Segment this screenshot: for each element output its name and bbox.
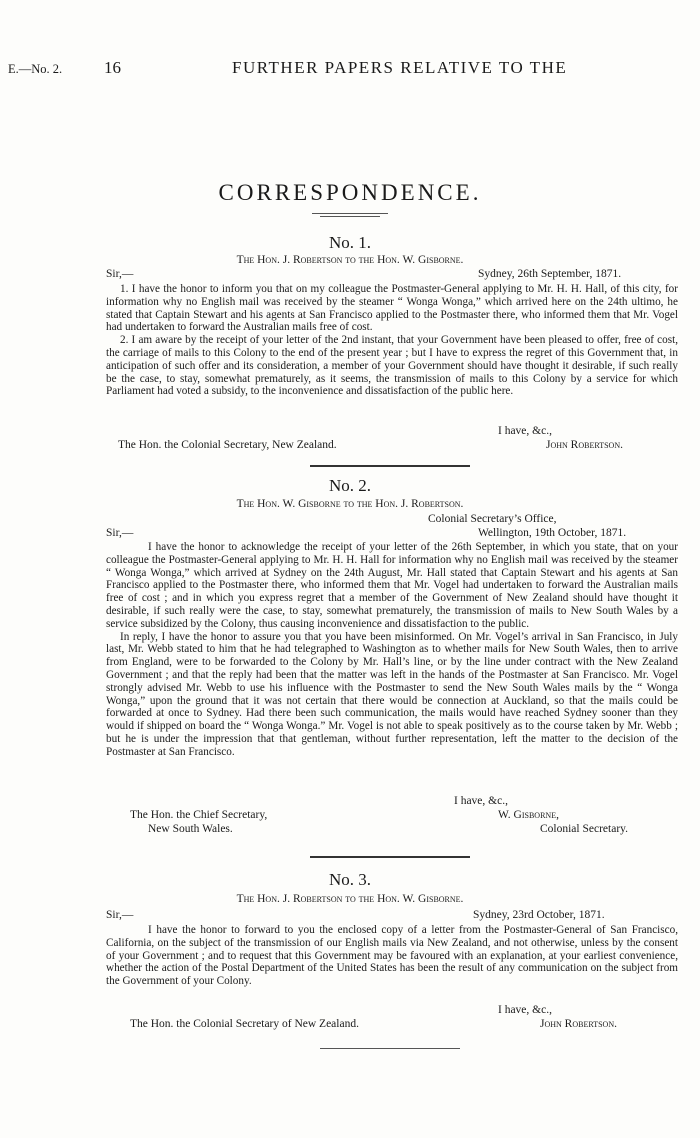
letter-body [106, 541, 678, 759]
addressee: The Hon. the Colonial Secretary, New Zealand. [118, 439, 337, 451]
paragraph: I have the honor to forward to you the enclosed copy of a letter from the Postmaster-General of San Francisco, California, on the subject of the transmission of our English mails via New Zealand, and not otherwise, unless by the consent of your Government ; and to request that this Government may be favoured with an explanation, at your earliest convenience, whether the action of the Postal Department of the United States has been the result of any communication on the subject from the Government of your Colony. [106, 924, 678, 988]
place-date: Sydney, 23rd October, 1871. [473, 909, 605, 921]
section-divider [0, 213, 700, 214]
signature: John Robertson. [540, 1018, 617, 1030]
letter-divider [0, 856, 700, 858]
addressee-line-2: New South Wales. [148, 823, 233, 835]
salutation: Sir,— [106, 527, 134, 539]
letter-heading: The Hon. J. Robertson to the Hon. W. Gisborne. [236, 254, 464, 266]
paragraph: 2. I am aware by the receipt of your letter of the 2nd instant, that your Government have been pleased to offer, free of cost, the carriage of mails to this Colony to the end of the present year ; but I have to express the regret of this Government that, in anticipation of such offer and its consideration, a member of your Government should have thought it desirable, if such really be the case, to stay, somewhat prematurely, as it seems, the transmission of mails to this Colony by a service for which Parliament had voted a subsidy, to the inconvenience and dissatisfaction of the public here. [106, 334, 678, 398]
addressee: The Hon. the Chief Secretary, [130, 809, 268, 821]
page-number: 16 [104, 58, 121, 77]
salutation: Sir,— [106, 268, 134, 280]
signature-title: Colonial Secretary. [540, 823, 629, 835]
section-title: CORRESPONDENCE. [218, 180, 482, 205]
letter-heading: The Hon. W. Gisborne to the Hon. J. Robertson. [236, 498, 464, 510]
section-divider-2 [0, 216, 700, 217]
signature: W. Gisborne, [498, 809, 559, 821]
page-code: E.—No. 2. [8, 62, 63, 76]
letter-body [106, 283, 678, 398]
letter-divider [0, 1048, 700, 1049]
closing: I have, &c., [454, 795, 508, 807]
place-date: Wellington, 19th October, 1871. [478, 527, 627, 539]
letter-number: No. 2. [328, 476, 372, 495]
paragraph: 1. I have the honor to inform you that on my colleague the Postmaster-General applying to Mr. H. H. Hall, of this city, for information why no English mail was received by the steamer “ Wonga Wonga,” which arrived here on the 24th ultimo, he stated that Captain Stewart and his agents at San Francisco applied to the Postmaster there, who informed them that Mr. Vogel had undertaken to forward the Australian mails free of cost. [106, 283, 678, 334]
letter-number: No. 1. [328, 233, 372, 252]
addressee: The Hon. the Colonial Secretary of New Zealand. [130, 1018, 359, 1030]
salutation: Sir,— [106, 909, 134, 921]
closing: I have, &c., [498, 425, 552, 437]
office-line: Colonial Secretary’s Office, [428, 513, 557, 525]
letter-divider [0, 465, 700, 467]
paragraph: In reply, I have the honor to assure you that you have been misinformed. On Mr. Vogel’s arrival in San Francisco, in July last, Mr. Webb stated to him that he had telegraphed to Washington as to whether mails for New South Wales, then to arrive from England, were to be forwarded to the Colony by Mr. Hall’s line, or by the line under contract with the New Zealand Government ; and that the reply had been that the matter was left in the hands of the Postmaster at San Francisco. Mr. Vogel strongly advised Mr. Webb to use his influence with the Postmaster to send the New South Wales mails by the “ Wonga Wonga,” upon the ground that it was not certain that there would be connection at Auckland, so that the mails could be forwarded at once to Sydney. Had there been such communication, the mails would have reached Sydney sooner than they would if shipped on board the “ Wonga Wonga.” Mr. Vogel is not able to speak positively as to the course taken by Mr. Webb ; but he is under the impression that that gentleman, without further representation, left the matter to the decision of the Postmaster at San Francisco. [106, 630, 678, 758]
running-title: FURTHER PAPERS RELATIVE TO THE [232, 58, 568, 77]
signature: John Robertson. [546, 439, 623, 451]
letter-number: No. 3. [328, 870, 372, 889]
paragraph: I have the honor to acknowledge the receipt of your letter of the 26th September, in which you state, that on your colleague the Postmaster-General applying to Mr. H. H. Hall for information why no English mail was received by the steamer “ Wonga Wonga,” which arrived at Sydney on the 24th August, Mr. Hall stated that Captain Stewart and his agents at San Francisco applied to the Postmaster there, who informed them that Mr. Vogel had undertaken to forward the Australian mails free of cost ; and in which you express regret that a member of the Government of New Zealand should have thought it desirable, if such really were the case, to stay, somewhat prematurely, the transmission of mails to New South Wales by a service subsidized by the Colony, thus causing inconvenience and dissatisfaction to the public. [106, 541, 678, 630]
place-date: Sydney, 26th September, 1871. [478, 268, 622, 280]
letter-heading: The Hon. J. Robertson to the Hon. W. Gisborne. [236, 893, 464, 905]
letter-body [106, 924, 678, 988]
closing: I have, &c., [498, 1004, 552, 1016]
